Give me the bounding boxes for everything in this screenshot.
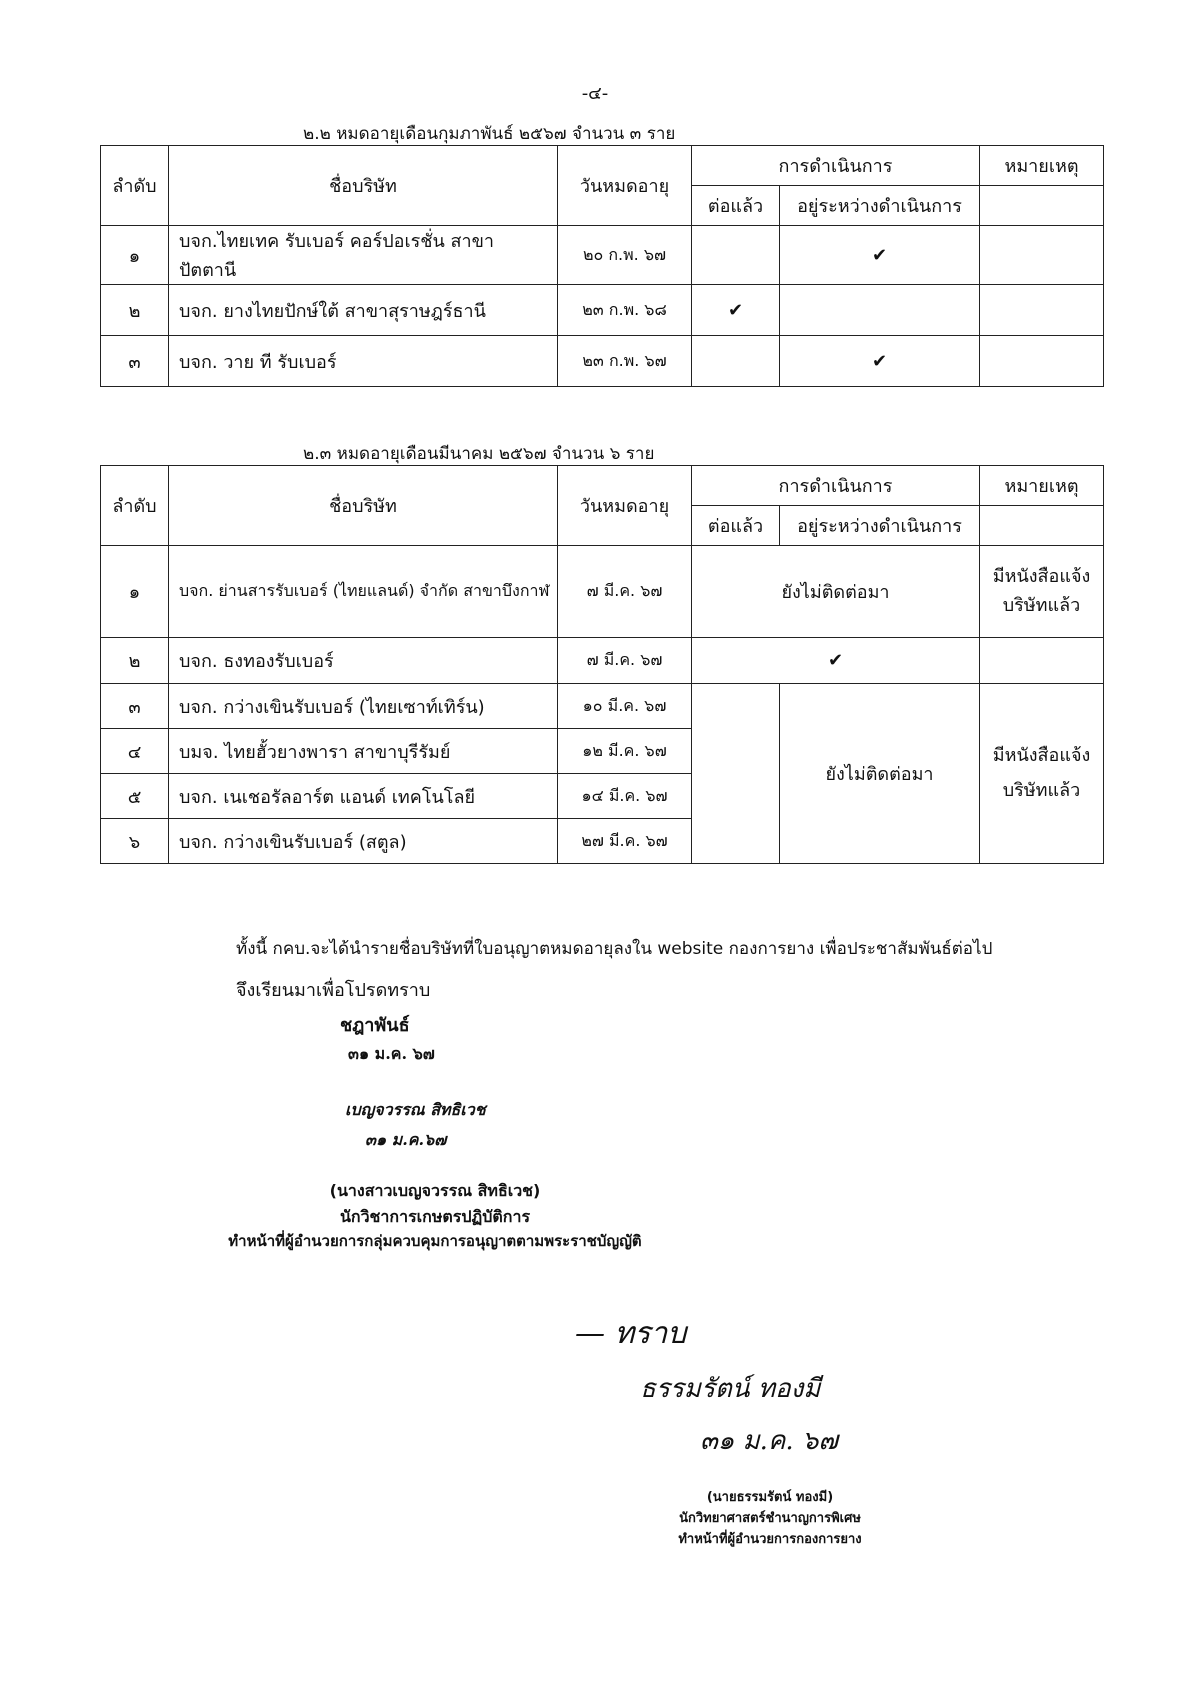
signatory-2-acting: ทำหน้าที่ผู้อำนวยการกองการยาง (678, 1531, 862, 1547)
row-in-progress: ✔ (780, 336, 980, 387)
header-remark: หมายเหตุ (980, 466, 1104, 506)
row-no: ๓ (101, 336, 169, 387)
signatory-1-name: (นางสาวเบญจวรรณ สิทธิเวช) (329, 1181, 541, 1200)
row-no: ๒ (101, 638, 169, 684)
section-2-3-title: ๒.๓ หมดอายุเดือนมีนาคม ๒๕๖๗ จำนวน ๖ ราย (303, 444, 655, 464)
row-company: บจก. ธงทองรับเบอร์ (169, 638, 558, 684)
hand-note-1: ชฎาพันธ์ (340, 1015, 410, 1036)
table-row (101, 546, 1104, 638)
signatory-2-name: (นายธรรมรัตน์ ทองมี) (706, 1490, 834, 1505)
page-number: -๔- (581, 83, 609, 104)
group-renewed (692, 684, 780, 864)
table-section-2-3 (100, 465, 1104, 864)
group-status: ยังไม่ติดต่อมา (780, 684, 980, 864)
header-expiry: วันหมดอายุ (558, 146, 692, 226)
row-expiry: ๗ มี.ค. ๖๗ (558, 638, 692, 684)
row-expiry: ๒๐ ก.พ. ๖๗ (558, 226, 692, 285)
row-no: ๒ (101, 285, 169, 336)
header-action: การดำเนินการ (692, 466, 980, 506)
header-no: ลำดับ (101, 146, 169, 226)
row-company: บจก.ไทยเทค รับเบอร์ คอร์ปอเรชั่น สาขาปัตตานี (169, 226, 558, 285)
table-row (101, 336, 1104, 387)
header-renewed: ต่อแล้ว (692, 506, 780, 546)
row-expiry: ๗ มี.ค. ๖๗ (558, 546, 692, 638)
row-remark (980, 285, 1104, 336)
row-company: บจก. กว่างเขินรับเบอร์ (ไทยเซาท์เทิร์น) (169, 684, 558, 729)
signatory-1-acting: ทำหน้าที่ผู้อำนวยการกลุ่มควบคุมการอนุญาตตามพระราชบัญญัติ (228, 1232, 642, 1251)
hand-note-2: ๓๑ ม.ค. ๖๗ (348, 1044, 435, 1063)
group-remark-line-2: บริษัทแล้ว (1002, 779, 1081, 801)
row-remark (980, 226, 1104, 285)
row-company: บจก. เนเชอรัลอาร์ต แอนด์ เทคโนโลยี (169, 774, 558, 819)
row-no: ๕ (101, 774, 169, 819)
table-row (101, 285, 1104, 336)
row-renewed (692, 226, 780, 285)
handwritten-date-2: ๓๑ ม.ค. ๖๗ (700, 1426, 838, 1456)
handwritten-date-1: ๓๑ ม.ค.๖๗ (365, 1130, 447, 1149)
header-expiry: วันหมดอายุ (558, 466, 692, 546)
header-in-progress: อยู่ระหว่างดำเนินการ (780, 186, 980, 226)
row-no: ๖ (101, 819, 169, 864)
row-renewed: ✔ (692, 285, 780, 336)
row-company: บจก. วาย ที รับเบอร์ (169, 336, 558, 387)
table-section-2-2 (100, 145, 1104, 387)
header-renewed: ต่อแล้ว (692, 186, 780, 226)
row-company: บจก. กว่างเขินรับเบอร์ (สตูล) (169, 819, 558, 864)
section-2-2-title: ๒.๒ หมดอายุเดือนกุมภาพันธ์ ๒๕๖๗ จำนวน ๓ ราย (303, 124, 676, 144)
row-renewed (692, 336, 780, 387)
body-paragraph: ทั้งนี้ กคบ.จะได้นำรายชื่อบริษัทที่ใบอนุญาตหมดอายุลงใน website กองการยาง เพื่อประชาสัมพันธ์ต่อไป (236, 939, 993, 959)
header-in-progress: อยู่ระหว่างดำเนินการ (780, 506, 980, 546)
handwritten-acknowledge: — ทราบ (575, 1316, 687, 1351)
signatory-1-position: นักวิชาการเกษตรปฏิบัติการ (339, 1206, 531, 1226)
row-expiry: ๒๓ ก.พ. ๖๘ (558, 285, 692, 336)
row-remark (980, 336, 1104, 387)
group-remark (980, 684, 1104, 864)
header-company: ชื่อบริษัท (169, 466, 558, 546)
row-no: ๔ (101, 729, 169, 774)
row-no: ๑ (101, 226, 169, 285)
row-expiry: ๑๔ มี.ค. ๖๗ (558, 774, 692, 819)
header-remark: หมายเหตุ (980, 146, 1104, 186)
header-no: ลำดับ (101, 466, 169, 546)
row-expiry: ๒๗ มี.ค. ๖๗ (558, 819, 692, 864)
table-row (101, 638, 1104, 684)
body-closing: จึงเรียนมาเพื่อโปรดทราบ (236, 980, 431, 1001)
table-row (101, 226, 1104, 285)
row-in-progress (780, 285, 980, 336)
signatory-2-block (640, 1488, 900, 1550)
row-expiry: ๒๓ ก.พ. ๖๗ (558, 336, 692, 387)
header-action: การดำเนินการ (692, 146, 980, 186)
row-expiry: ๑๐ มี.ค. ๖๗ (558, 684, 692, 729)
table-row (101, 684, 1104, 729)
signatory-2-position: นักวิทยาศาสตร์ชำนาญการพิเศษ (679, 1510, 861, 1526)
row-no: ๑ (101, 546, 169, 638)
row-company: บจก. ย่านสารรับเบอร์ (ไทยแลนด์) จำกัด สาขาบึงกาฬ (169, 546, 558, 638)
row-no: ๓ (101, 684, 169, 729)
handwritten-signature-1: เบญจวรรณ สิทธิเวช (345, 1100, 486, 1119)
row-status: ยังไม่ติดต่อมา (692, 546, 980, 638)
row-expiry: ๑๒ มี.ค. ๖๗ (558, 729, 692, 774)
row-company: บมจ. ไทยฮั้วยางพารา สาขาบุรีรัมย์ (169, 729, 558, 774)
row-remark: มีหนังสือแจ้ง บริษัทแล้ว (980, 546, 1104, 638)
row-remark (980, 638, 1104, 684)
header-company: ชื่อบริษัท (169, 146, 558, 226)
handwritten-signature-2: ธรรมรัตน์ ทองมี (640, 1374, 821, 1404)
header-remark-blank (980, 186, 1104, 226)
group-remark-line-1: มีหนังสือแจ้ง (992, 745, 1091, 767)
row-in-progress: ✔ (780, 226, 980, 285)
row-company: บจก. ยางไทยปักษ์ใต้ สาขาสุราษฎร์ธานี (169, 285, 558, 336)
signatory-1-block (160, 1178, 710, 1253)
header-remark-blank (980, 506, 1104, 546)
row-in-progress: ✔ (692, 638, 980, 684)
